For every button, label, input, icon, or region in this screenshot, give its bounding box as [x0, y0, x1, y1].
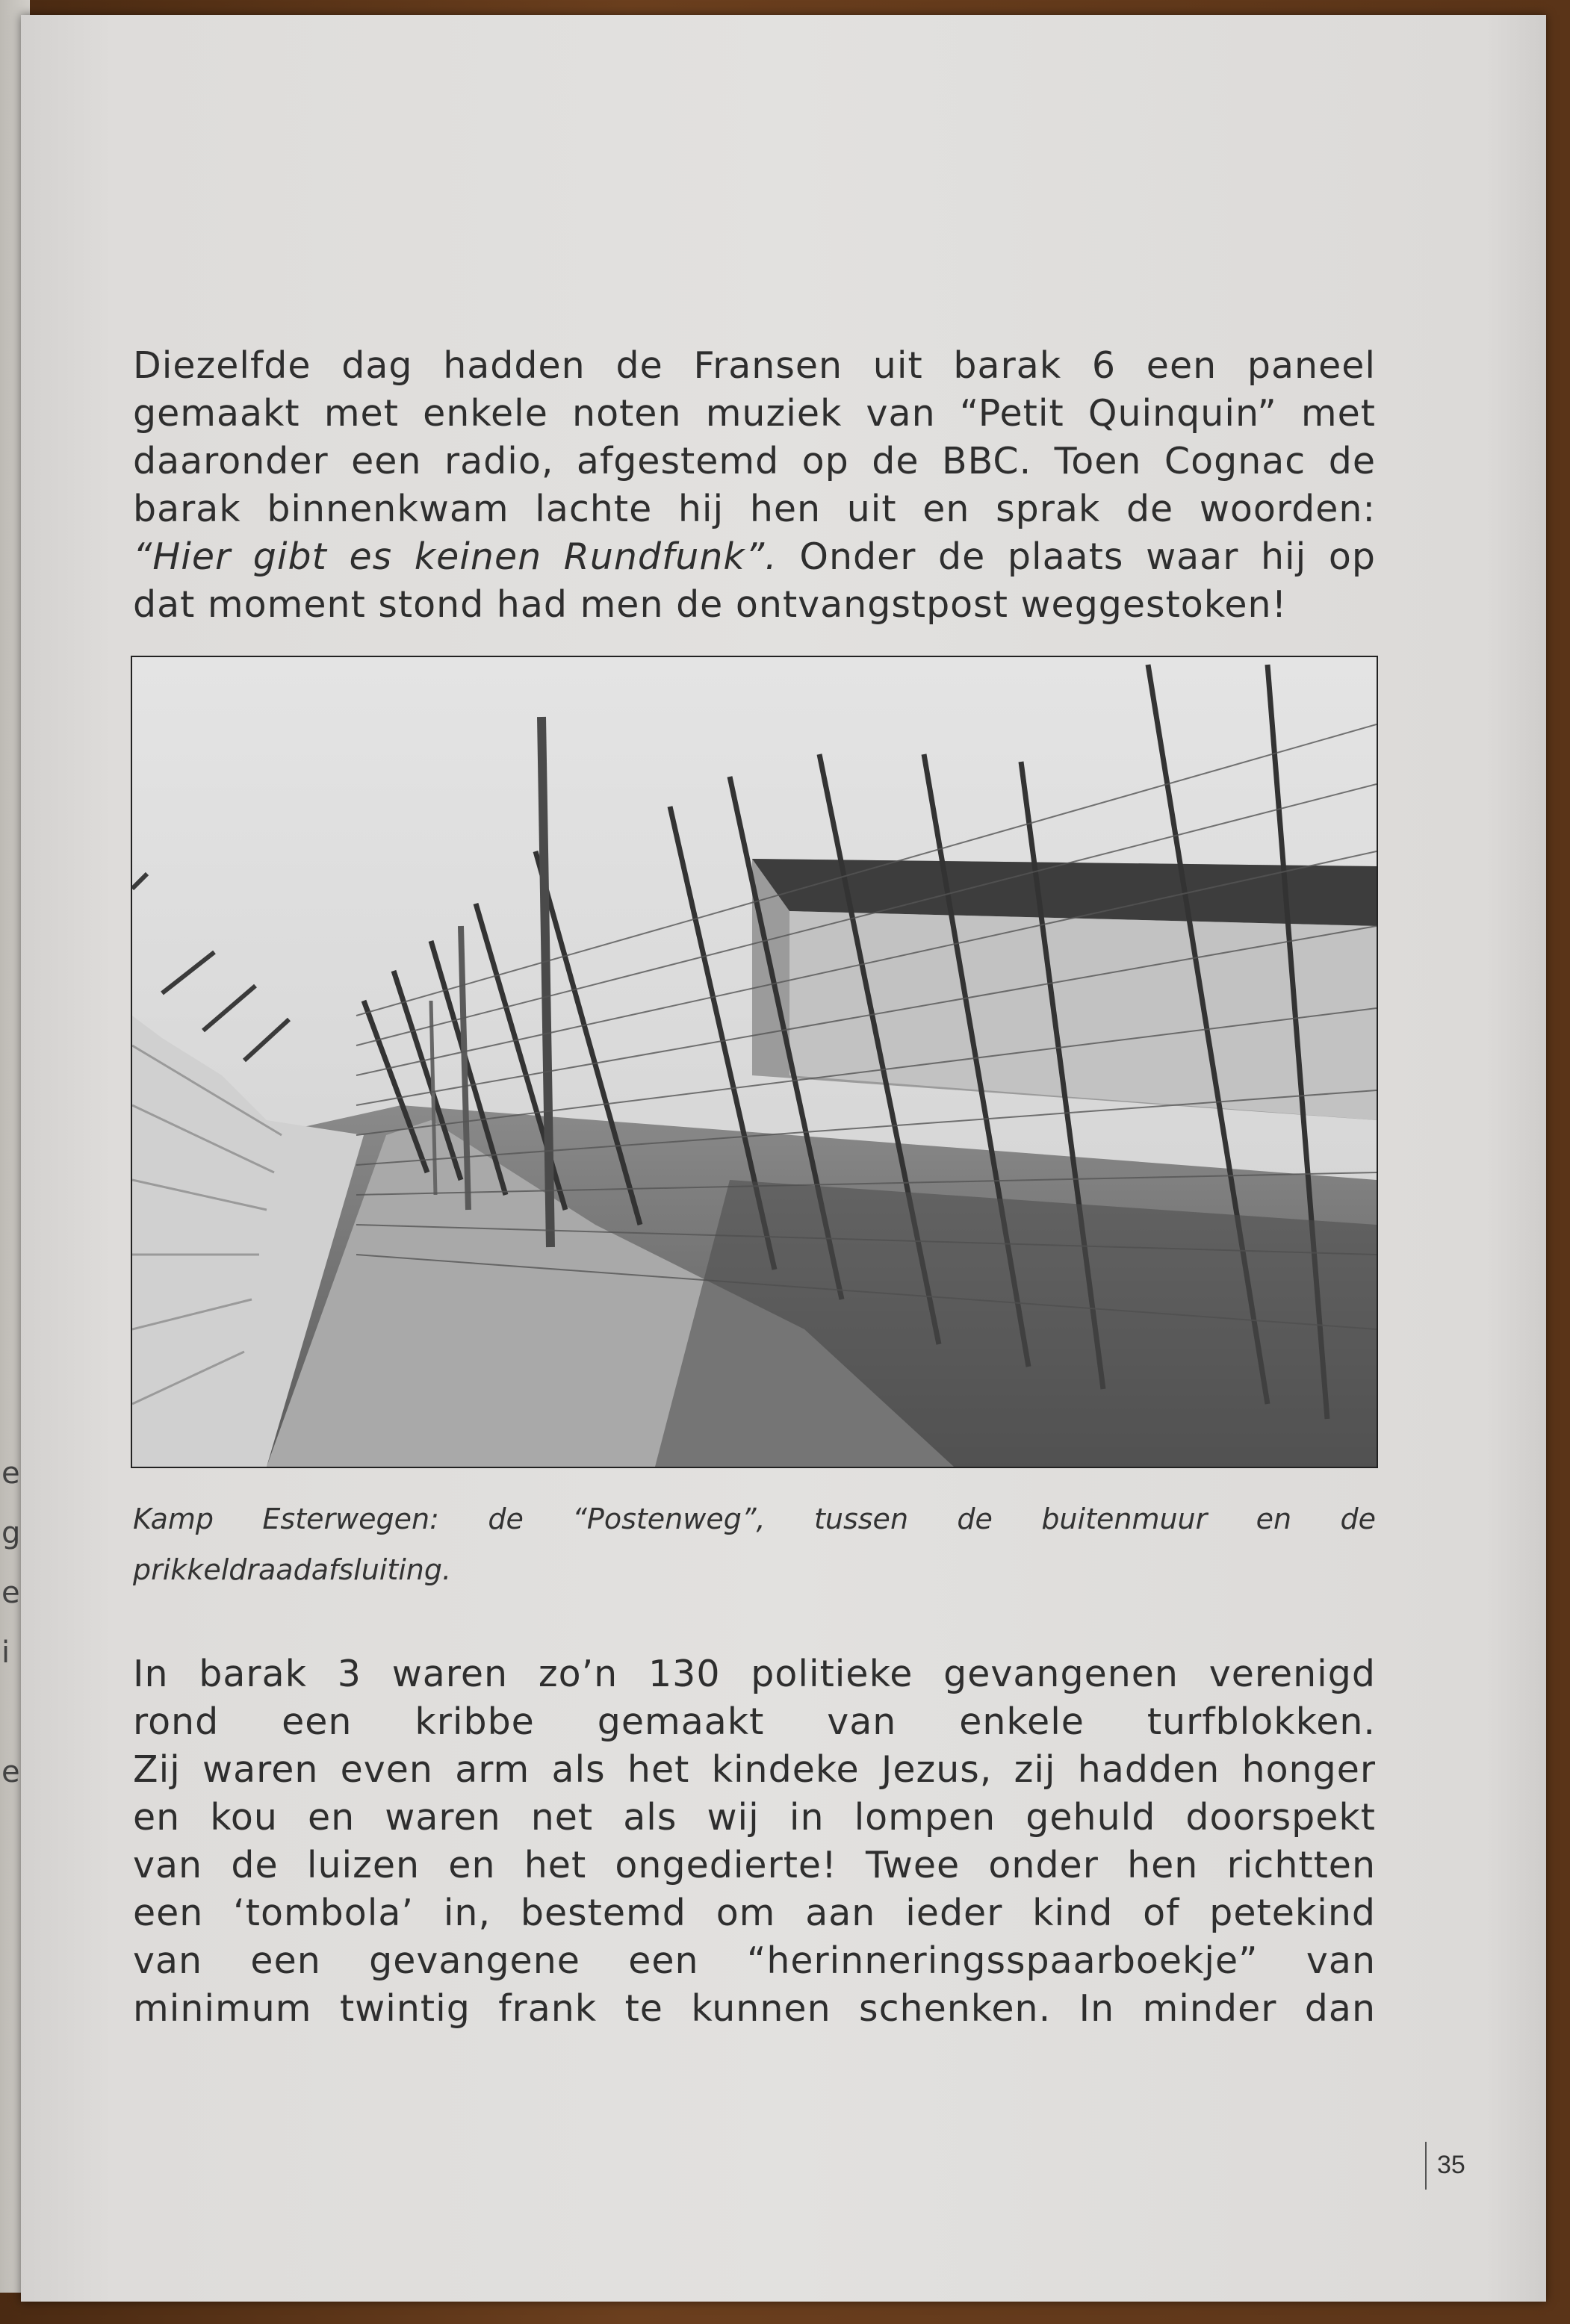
text-line: Diezelfde dag hadden de Fransen uit barak 6 een paneel	[133, 344, 1376, 387]
prev-page-fragment: g	[1, 1516, 21, 1550]
prev-page-fragment: i	[1, 1635, 10, 1670]
prev-page-fragment: e	[1, 1755, 20, 1789]
caption-line: Kamp Esterwegen: de “Postenweg”, tussen de buitenmuur en de	[133, 1503, 1376, 1535]
text-line: minimum twintig frank te kunnen schenken. In minder dan	[133, 1987, 1376, 2030]
text-line: gemaakt met enkele noten muziek van “Petit Quinquin” met	[133, 392, 1376, 435]
page-number-divider	[1425, 2142, 1427, 2190]
text-line: dat moment stond had men de ontvangstpost weggestoken!	[133, 583, 1288, 626]
book-page	[21, 15, 1546, 2302]
german-quote: “Hier gibt es keinen Rundfunk”.	[133, 535, 778, 578]
text-line: Zij waren even arm als het kindeke Jezus, zij hadden honger	[133, 1748, 1376, 1791]
text-line: van een gevangene een “herinneringsspaarboekje” van	[133, 1939, 1376, 1982]
text-line: en kou en waren net als wij in lompen gehuld doorspekt	[133, 1796, 1376, 1839]
paragraph-bottom	[133, 1650, 1376, 2033]
text-line: In barak 3 waren zo’n 130 politieke gevangenen verenigd	[133, 1653, 1376, 1695]
text-fragment: Onder de plaats waar hij op	[799, 535, 1376, 578]
prev-page-fragment: e	[1, 1576, 20, 1610]
camp-fence-photo	[131, 656, 1378, 1468]
text-line: van de luizen en het ongedierte! Twee onder hen richtten	[133, 1844, 1376, 1886]
text-line: een ‘tombola’ in, bestemd om aan ieder kind of petekind	[133, 1892, 1376, 1934]
prev-page-fragment: e	[1, 1456, 20, 1491]
text-line: barak binnenkwam lachte hij hen uit en sprak de woorden:	[133, 488, 1376, 530]
photo-caption	[133, 1494, 1376, 1595]
text-line-mixed	[133, 533, 1376, 581]
page-number: 35	[1437, 2151, 1465, 2179]
text-line: daaronder een radio, afgestemd op de BBC. Toen Cognac de	[133, 440, 1376, 482]
paragraph-top	[133, 342, 1376, 629]
caption-line: prikkeldraadafsluiting.	[133, 1553, 452, 1586]
text-line: rond een kribbe gemaakt van enkele turfblokken.	[133, 1700, 1376, 1743]
